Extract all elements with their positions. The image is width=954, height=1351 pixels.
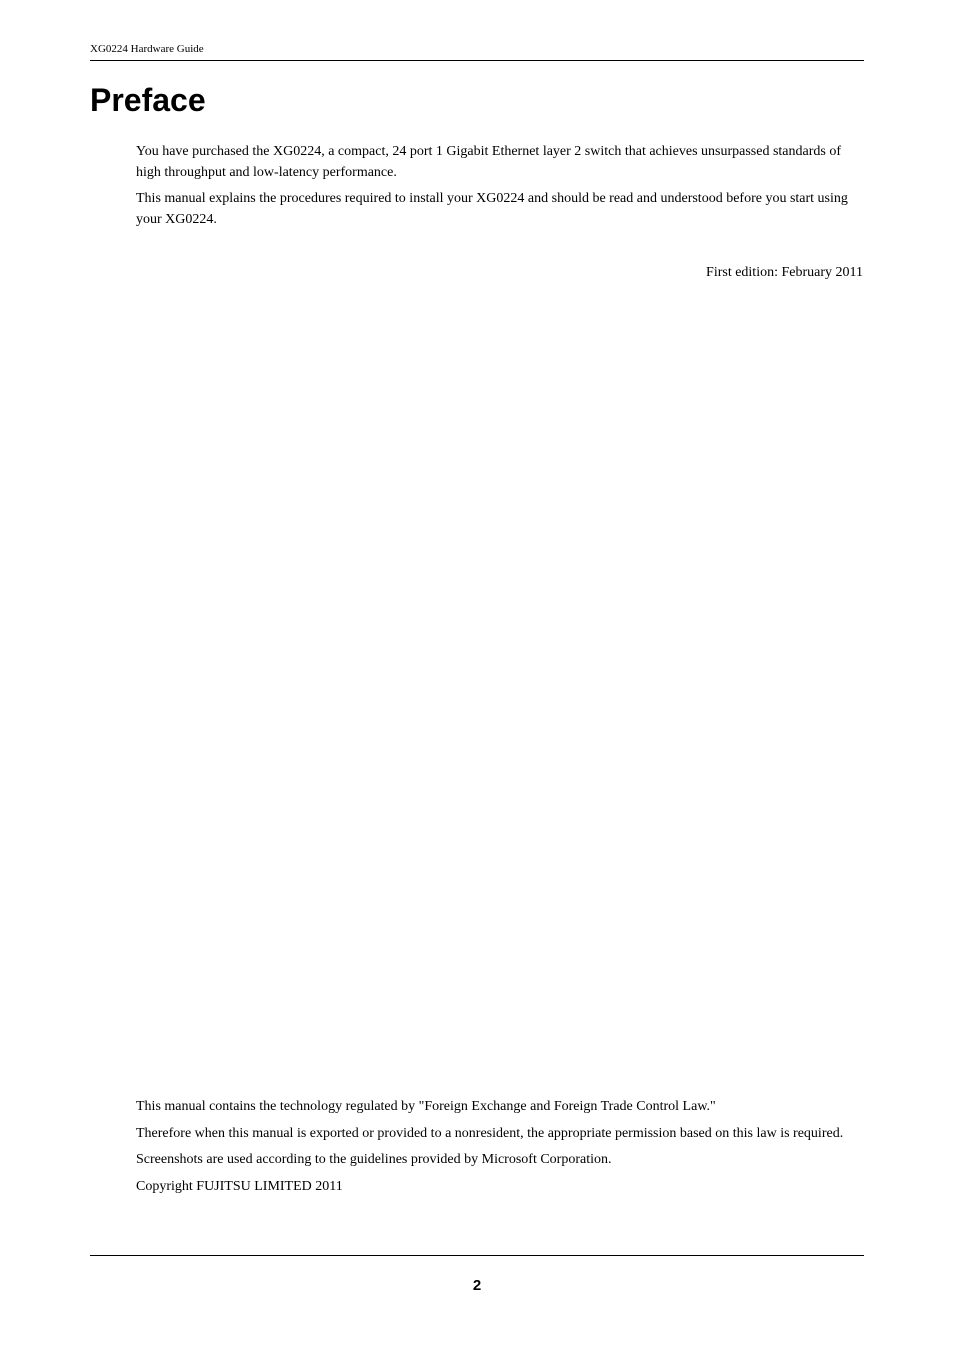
running-header: XG0224 Hardware Guide [90, 43, 204, 55]
page-title: Preface [90, 82, 206, 118]
page-number: 2 [472, 1277, 482, 1294]
edition-line: First edition: February 2011 [706, 265, 863, 280]
header-divider [90, 60, 864, 61]
screenshot-notice: Screenshots are used according to the guidelines provided by Microsoft Corporation. [136, 1152, 612, 1167]
regulation-notice: This manual contains the technology regulated by "Foreign Exchange and Foreign Trade Control Law." [136, 1099, 716, 1114]
footer-divider [90, 1255, 864, 1256]
export-notice: Therefore when this manual is exported or provided to a nonresident, the appropriate permission based on this law is required. [136, 1125, 844, 1141]
copyright-notice: Copyright FUJITSU LIMITED 2011 [136, 1178, 343, 1194]
intro-paragraph: You have purchased the XG0224, a compact, 24 port 1 Gigabit Ethernet layer 2 switch that achieves unsurpassed standards of high throughput and low-latency performance. [136, 144, 842, 180]
legal-notice [136, 1094, 866, 1200]
manual-purpose-paragraph: This manual explains the procedures required to install your XG0224 and should be read and understood before you start using your XG0224. [136, 191, 848, 227]
